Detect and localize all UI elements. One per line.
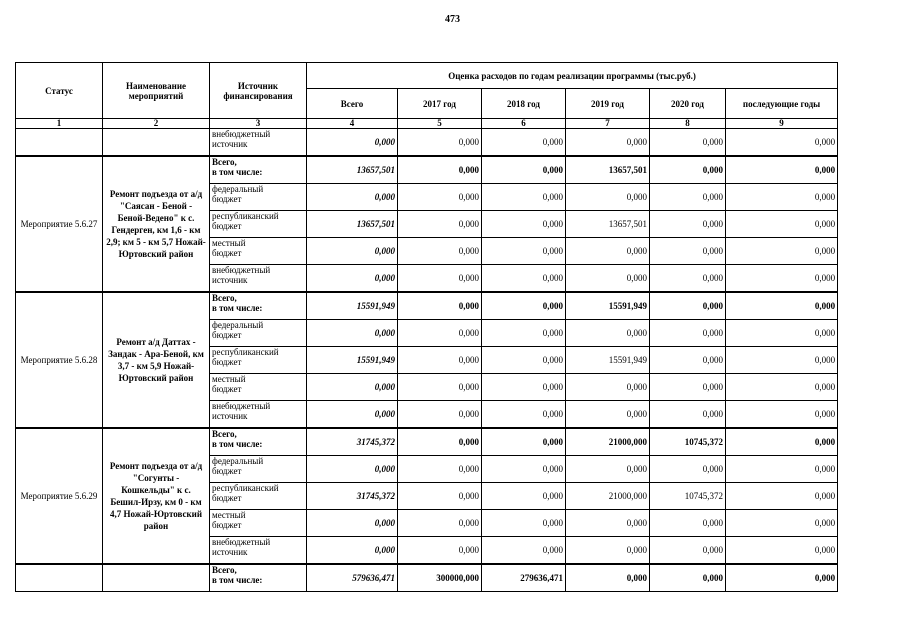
value-cell: 15591,949 — [566, 347, 650, 374]
status-cell: Мероприятие 5.6.28 — [16, 292, 103, 428]
header-2020: 2020 год — [650, 89, 726, 119]
value-cell: 300000,000 — [398, 564, 482, 592]
value-cell: 0,000 — [650, 347, 726, 374]
value-cell: 0,000 — [482, 483, 566, 510]
name-cell — [103, 564, 210, 592]
source-cell: местный бюджет — [210, 510, 307, 537]
header-status: Статус — [16, 63, 103, 119]
value-cell: 0,000 — [566, 374, 650, 401]
value-cell: 0,000 — [726, 156, 838, 184]
source-cell: внебюджетный источник — [210, 537, 307, 565]
value-cell: 0,000 — [726, 537, 838, 565]
value-cell: 0,000 — [398, 401, 482, 429]
value-cell: 0,000 — [566, 265, 650, 293]
header-2019: 2019 год — [566, 89, 650, 119]
value-cell: 0,000 — [726, 184, 838, 211]
value-cell: 0,000 — [482, 537, 566, 565]
value-cell: 0,000 — [398, 211, 482, 238]
value-cell: 0,000 — [482, 184, 566, 211]
source-cell: внебюджетный источник — [210, 129, 307, 157]
value-cell: 0,000 — [482, 238, 566, 265]
value-cell: 21000,000 — [566, 483, 650, 510]
value-cell: 0,000 — [566, 537, 650, 565]
value-cell: 0,000 — [482, 374, 566, 401]
value-cell: 0,000 — [398, 537, 482, 565]
source-cell: федеральный бюджет — [210, 184, 307, 211]
value-cell: 10745,372 — [650, 428, 726, 456]
source-cell: Всего, в том числе: — [210, 156, 307, 184]
value-cell: 0,000 — [398, 347, 482, 374]
value-cell: 0,000 — [398, 265, 482, 293]
source-cell: местный бюджет — [210, 238, 307, 265]
source-cell: Всего, в том числе: — [210, 428, 307, 456]
col-number: 9 — [726, 119, 838, 129]
value-cell: 0,000 — [398, 374, 482, 401]
header-2018: 2018 год — [482, 89, 566, 119]
value-cell: 0,000 — [566, 401, 650, 429]
value-cell: 0,000 — [566, 510, 650, 537]
col-number: 3 — [210, 119, 307, 129]
value-cell: 0,000 — [482, 156, 566, 184]
name-cell: Ремонт подъезда от а/д "Саясан - Беной - Беной-Ведено" к с. Гендерген, км 1,6 - км 2,9; км 5 - км 5,7 Ножай-Юртовский район — [103, 156, 210, 292]
value-cell: 0,000 — [482, 265, 566, 293]
value-cell: 0,000 — [307, 129, 398, 157]
value-cell: 0,000 — [482, 456, 566, 483]
value-cell: 15591,949 — [566, 292, 650, 320]
value-cell: 0,000 — [726, 401, 838, 429]
source-cell: внебюджетный источник — [210, 401, 307, 429]
value-cell: 13657,501 — [307, 156, 398, 184]
source-cell: республиканский бюджет — [210, 483, 307, 510]
value-cell: 0,000 — [482, 428, 566, 456]
col-number: 6 — [482, 119, 566, 129]
value-cell: 0,000 — [307, 184, 398, 211]
source-cell: Всего, в том числе: — [210, 564, 307, 592]
source-cell: федеральный бюджет — [210, 456, 307, 483]
status-cell: Мероприятие 5.6.29 — [16, 428, 103, 564]
value-cell: 0,000 — [726, 292, 838, 320]
value-cell: 0,000 — [398, 184, 482, 211]
value-cell: 579636,471 — [307, 564, 398, 592]
value-cell: 0,000 — [398, 238, 482, 265]
value-cell: 0,000 — [650, 292, 726, 320]
page-number: 473 — [445, 14, 460, 25]
value-cell: 0,000 — [307, 510, 398, 537]
value-cell: 0,000 — [650, 564, 726, 592]
value-cell: 0,000 — [566, 184, 650, 211]
value-cell: 0,000 — [307, 537, 398, 565]
col-number: 7 — [566, 119, 650, 129]
value-cell: 0,000 — [726, 347, 838, 374]
value-cell: 0,000 — [398, 483, 482, 510]
status-cell — [16, 129, 103, 157]
table-row — [16, 564, 838, 592]
value-cell: 0,000 — [307, 320, 398, 347]
name-cell: Ремонт подъезда от а/д "Согунты - Кошкельды" к с. Бешил-Ирзу, км 0 - км 4,7 Ножай-Юртовский район — [103, 428, 210, 564]
name-cell: Ремонт а/д Даттах - Зандак - Ара-Беной, км 3,7 - км 5,9 Ножай-Юртовский район — [103, 292, 210, 428]
budget-table — [15, 62, 838, 592]
source-cell: республиканский бюджет — [210, 211, 307, 238]
header-2017: 2017 год — [398, 89, 482, 119]
source-cell: Всего, в том числе: — [210, 292, 307, 320]
header-later: последующие годы — [726, 89, 838, 119]
value-cell: 21000,000 — [566, 428, 650, 456]
value-cell: 0,000 — [566, 564, 650, 592]
value-cell: 0,000 — [307, 401, 398, 429]
col-number: 5 — [398, 119, 482, 129]
value-cell: 31745,372 — [307, 483, 398, 510]
value-cell: 0,000 — [726, 374, 838, 401]
value-cell: 0,000 — [482, 129, 566, 157]
table-row — [16, 156, 838, 184]
value-cell: 279636,471 — [482, 564, 566, 592]
status-cell: Мероприятие 5.6.27 — [16, 156, 103, 292]
value-cell: 13657,501 — [566, 156, 650, 184]
value-cell: 0,000 — [307, 238, 398, 265]
value-cell: 15591,949 — [307, 347, 398, 374]
value-cell: 0,000 — [726, 129, 838, 157]
value-cell: 0,000 — [726, 320, 838, 347]
value-cell: 0,000 — [482, 347, 566, 374]
value-cell: 0,000 — [726, 456, 838, 483]
header-total: Всего — [307, 89, 398, 119]
value-cell: 0,000 — [650, 374, 726, 401]
status-cell — [16, 564, 103, 592]
value-cell: 0,000 — [726, 211, 838, 238]
value-cell: 0,000 — [650, 211, 726, 238]
value-cell: 0,000 — [726, 265, 838, 293]
value-cell: 0,000 — [482, 510, 566, 537]
col-number: 1 — [16, 119, 103, 129]
header-source: Источник финансирования — [210, 63, 307, 119]
value-cell: 0,000 — [398, 320, 482, 347]
col-number: 8 — [650, 119, 726, 129]
value-cell: 0,000 — [482, 292, 566, 320]
value-cell: 0,000 — [726, 428, 838, 456]
value-cell: 10745,372 — [650, 483, 726, 510]
value-cell: 0,000 — [650, 510, 726, 537]
value-cell: 0,000 — [726, 238, 838, 265]
source-cell: федеральный бюджет — [210, 320, 307, 347]
col-number: 4 — [307, 119, 398, 129]
value-cell: 0,000 — [650, 265, 726, 293]
value-cell: 0,000 — [650, 184, 726, 211]
value-cell: 0,000 — [650, 156, 726, 184]
value-cell: 0,000 — [482, 211, 566, 238]
value-cell: 0,000 — [650, 238, 726, 265]
value-cell: 0,000 — [398, 156, 482, 184]
header-estimate: Оценка расходов по годам реализации программы (тыс.руб.) — [307, 63, 838, 89]
value-cell: 0,000 — [482, 401, 566, 429]
value-cell: 0,000 — [566, 320, 650, 347]
value-cell: 0,000 — [307, 265, 398, 293]
value-cell: 0,000 — [398, 292, 482, 320]
table-row — [16, 428, 838, 456]
value-cell: 0,000 — [307, 456, 398, 483]
col-number: 2 — [103, 119, 210, 129]
value-cell: 0,000 — [482, 320, 566, 347]
value-cell: 31745,372 — [307, 428, 398, 456]
source-cell: местный бюджет — [210, 374, 307, 401]
name-cell — [103, 129, 210, 157]
value-cell: 0,000 — [398, 510, 482, 537]
table-row — [16, 292, 838, 320]
value-cell: 0,000 — [650, 129, 726, 157]
value-cell: 0,000 — [566, 456, 650, 483]
value-cell: 0,000 — [650, 537, 726, 565]
value-cell: 0,000 — [650, 320, 726, 347]
value-cell: 0,000 — [307, 374, 398, 401]
value-cell: 13657,501 — [566, 211, 650, 238]
value-cell: 15591,949 — [307, 292, 398, 320]
source-cell: республиканский бюджет — [210, 347, 307, 374]
value-cell: 0,000 — [398, 428, 482, 456]
value-cell: 0,000 — [650, 456, 726, 483]
value-cell: 0,000 — [398, 129, 482, 157]
value-cell: 0,000 — [650, 401, 726, 429]
source-cell: внебюджетный источник — [210, 265, 307, 293]
value-cell: 0,000 — [566, 129, 650, 157]
value-cell: 0,000 — [726, 564, 838, 592]
header-name: Наименование мероприятий — [103, 63, 210, 119]
value-cell: 0,000 — [726, 483, 838, 510]
value-cell: 0,000 — [566, 238, 650, 265]
value-cell: 0,000 — [726, 510, 838, 537]
table-row — [16, 129, 838, 157]
value-cell: 0,000 — [398, 456, 482, 483]
value-cell: 13657,501 — [307, 211, 398, 238]
